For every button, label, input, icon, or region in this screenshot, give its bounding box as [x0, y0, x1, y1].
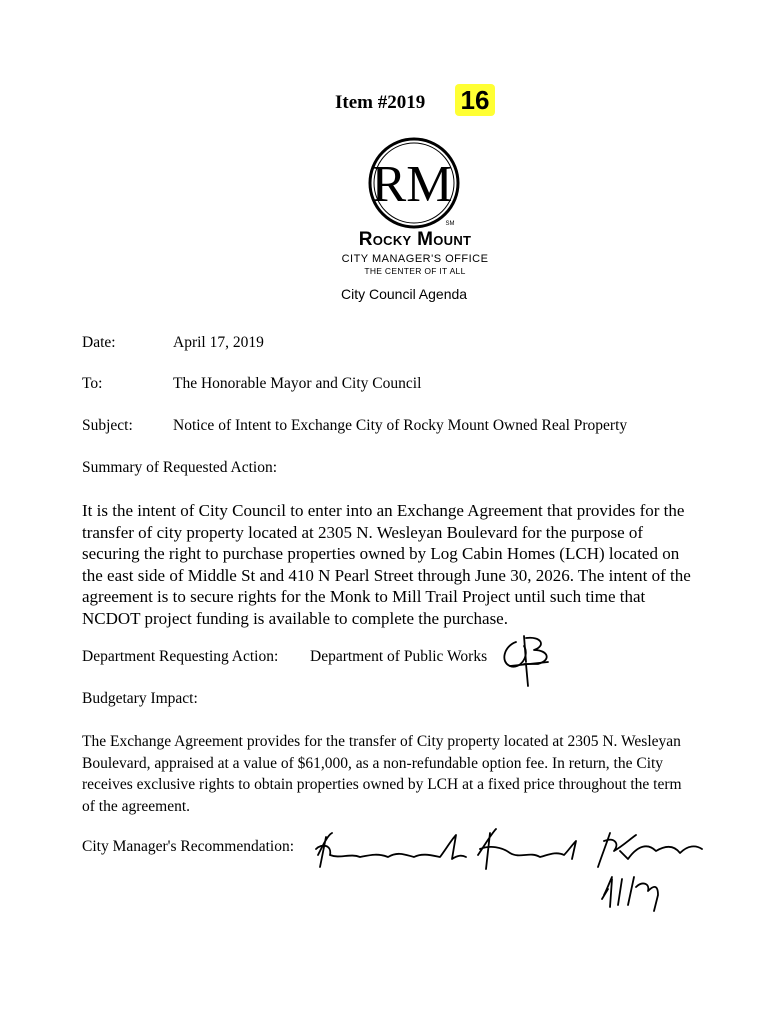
logo-letters: RM: [371, 156, 453, 213]
city-logo: [366, 135, 464, 233]
initials-signature: [494, 632, 558, 692]
date-label: Date:: [82, 334, 116, 351]
department-label: Department Requesting Action:: [82, 648, 279, 665]
department-value: Department of Public Works: [310, 648, 488, 665]
budget-title: Budgetary Impact:: [82, 690, 198, 707]
handwritten-recommendation: [310, 815, 710, 920]
item-title: Item #2019: [335, 92, 426, 113]
logo-service-mark: SM: [445, 221, 455, 227]
to-label: To:: [82, 375, 103, 392]
summary-text: It is the intent of City Council to enter into an Exchange Agreement that provides for the transfer of city property located at 2305 N. Wesleyan Boulevard for the purpose of securing the right to purchase properties owned by Log Cabin Homes (LCH) located on the east side of Middle St and 410 N Pearl Street through June 30, 2026. The intent of the agreement is to secure rights for the Monk to Mill Trail Project until such time that NCDOT project funding is available to complete the purchase.: [82, 501, 691, 628]
summary-title: Summary of Requested Action:: [82, 459, 278, 476]
agenda-label: City Council Agenda: [341, 286, 468, 302]
to-value: The Honorable Mayor and City Council: [173, 375, 422, 392]
office-name: CITY MANAGER'S OFFICE: [341, 253, 489, 265]
subject-value: Notice of Intent to Exchange City of Rocky Mount Owned Real Property: [173, 417, 628, 434]
item-number-badge: 16: [455, 84, 495, 116]
org-block: [335, 229, 495, 276]
budget-text: The Exchange Agreement provides for the transfer of City property located at 2305 N. Wesleyan Boulevard, appraised at a value of $61,000, as a non-refundable option fee. In return, the City receives exclusive rights to obtain properties owned by LCH at a fixed price throughout the term of the agreement.: [82, 733, 682, 815]
recommendation-label: City Manager's Recommendation:: [82, 838, 294, 855]
tagline: THE CENTER OF IT ALL: [364, 266, 466, 276]
org-name: Rocky Mount: [358, 229, 472, 250]
subject-label: Subject:: [82, 417, 133, 434]
date-value: April 17, 2019: [173, 334, 264, 351]
